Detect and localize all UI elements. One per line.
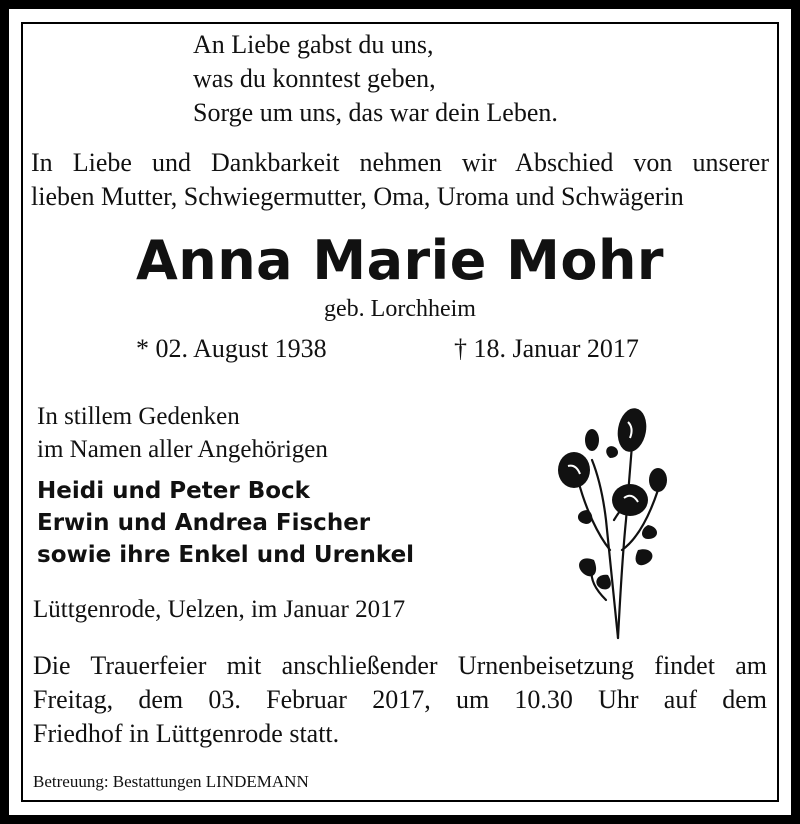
poem-line: An Liebe gabst du uns, [193,30,434,59]
undertaker-credit: Betreuung: Bestattungen LINDEMANN [33,772,309,791]
memory-line: im Namen aller Angehörigen [37,436,328,463]
memory-line: In stillem Gedenken [37,403,240,430]
birth-name: geb. Lorchheim [324,296,476,322]
intro-line: lieben Mutter, Schwiegermutter, Oma, Uroma und Schwägerin [31,182,684,211]
intro-text [31,146,769,214]
service-line: Freitag, dem 03. Februar 2017, um 10.30 Uhr auf dem [33,685,767,714]
death-date: † 18. Januar 2017 [454,334,639,363]
poem-line: was du konntest geben, [193,64,436,93]
family-line: Erwin und Andrea Fischer [37,510,371,536]
place-date: Lüttgenrode, Uelzen, im Januar 2017 [33,596,406,623]
intro-line: In Liebe und Dankbarkeit nehmen wir Abschied von unserer [31,148,769,177]
birth-date: * 02. August 1938 [136,334,327,363]
family-names [37,475,414,571]
service-line: Die Trauerfeier mit anschließender Urnenbeisetzung findet am [33,651,767,680]
service-line: Friedhof in Lüttgenrode statt. [33,719,340,748]
deceased-name: Anna Marie Mohr [135,229,665,292]
rose-icon [548,400,678,640]
memory-text [37,400,328,466]
funeral-service-text [33,649,767,751]
poem [193,28,558,130]
family-line: Heidi und Peter Bock [37,478,310,504]
poem-line: Sorge um uns, das war dein Leben. [193,98,558,127]
family-line: sowie ihre Enkel und Urenkel [37,542,415,568]
